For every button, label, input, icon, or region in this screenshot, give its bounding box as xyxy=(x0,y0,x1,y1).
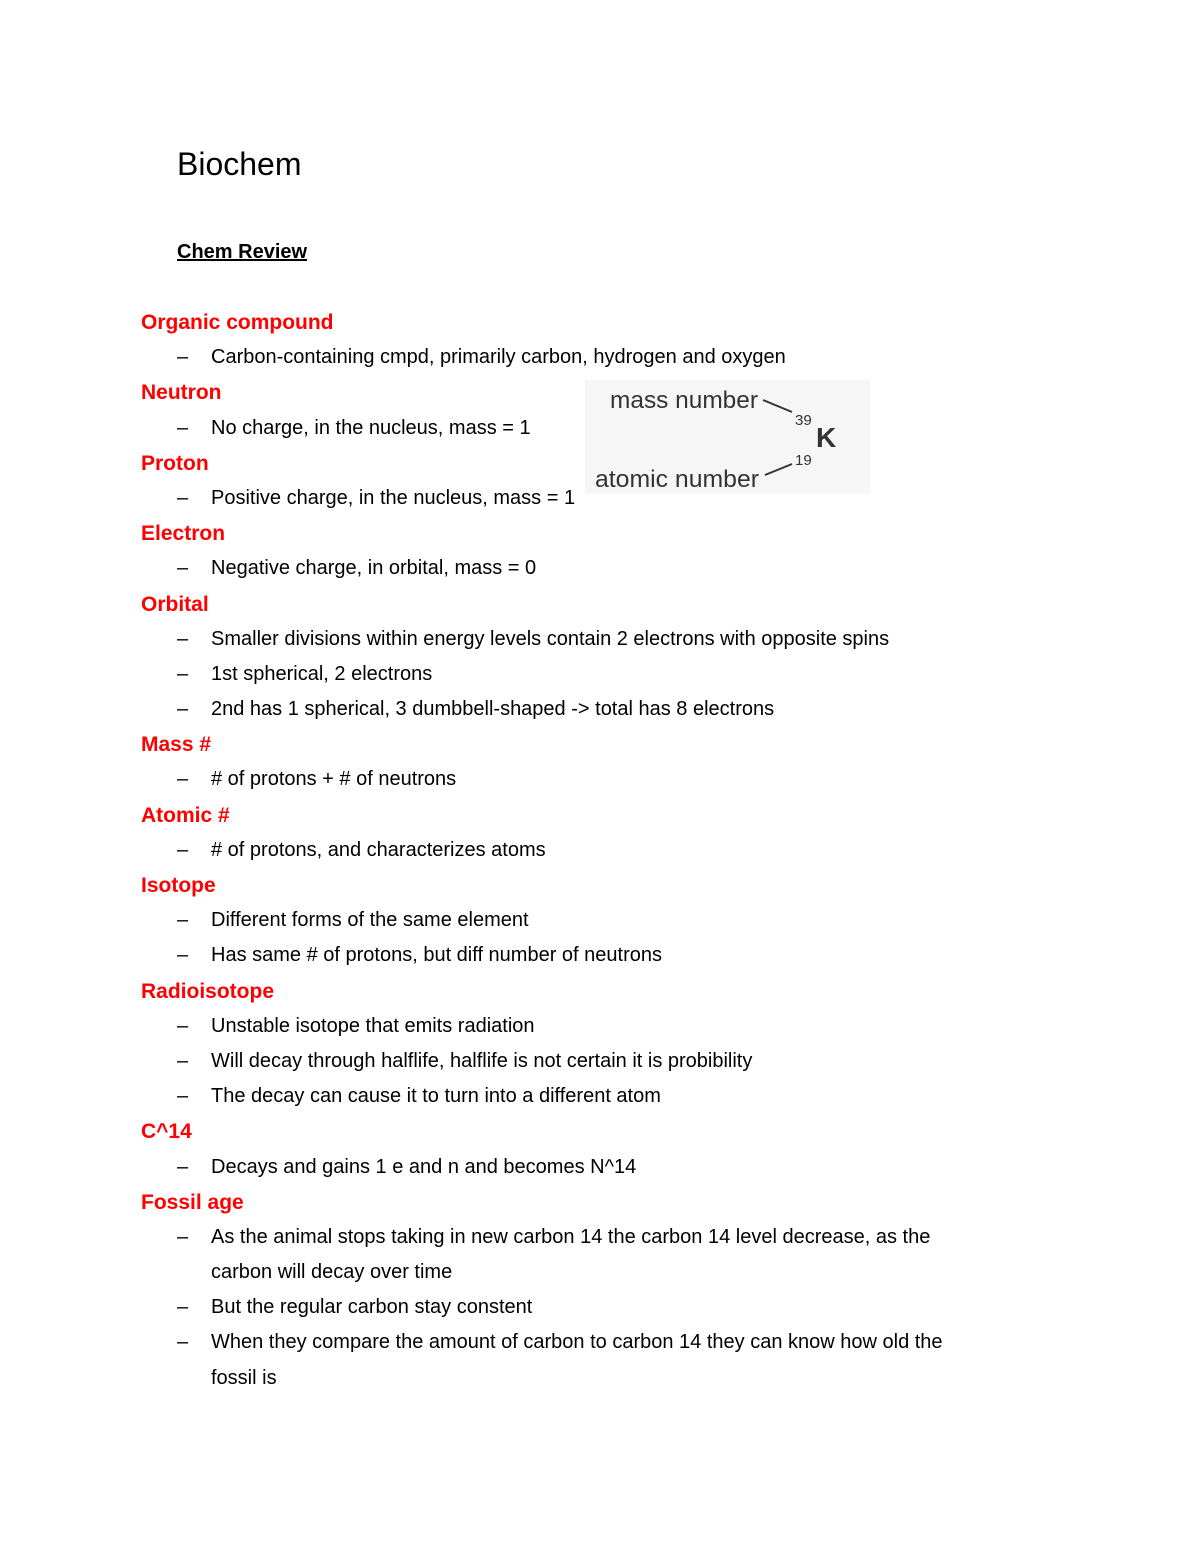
bullet-dash: – xyxy=(177,1296,189,1319)
bullet-dash: – xyxy=(177,416,189,439)
bullet-text: fossil is xyxy=(211,1366,277,1389)
bullet-dash: – xyxy=(177,768,189,791)
bullet-text: No charge, in the nucleus, mass = 1 xyxy=(211,416,531,439)
term-heading: Radioisotope xyxy=(141,979,275,1003)
bullet-item xyxy=(0,622,1200,657)
section-heading: Chem Review xyxy=(177,241,308,263)
bullet-continuation xyxy=(0,1255,1200,1290)
bullet-item xyxy=(0,1079,1200,1114)
bullet-dash: – xyxy=(177,662,189,685)
bullet-item xyxy=(0,657,1200,692)
bullet-text: carbon will decay over time xyxy=(211,1261,453,1284)
bullet-continuation xyxy=(0,1361,1200,1396)
term-heading: Isotope xyxy=(141,874,216,897)
bullet-text: But the regular carbon stay constent xyxy=(211,1296,533,1319)
bullet-text: # of protons + # of neutrons xyxy=(211,768,457,791)
bullet-item xyxy=(0,1325,1200,1360)
bullet-dash: – xyxy=(177,1225,189,1248)
bullet-dash: – xyxy=(177,944,189,967)
bullet-item xyxy=(0,1290,1200,1325)
bullet-dash: – xyxy=(177,627,189,650)
bullet-text: As the animal stops taking in new carbon 14 the carbon 14 level decrease, as the xyxy=(211,1225,931,1248)
bullet-dash: – xyxy=(177,1014,189,1037)
term-heading: Orbital xyxy=(141,592,209,616)
bullet-dash: – xyxy=(177,909,189,932)
bullet-item xyxy=(0,1044,1200,1079)
isotope-notation-figure xyxy=(585,380,870,494)
bullet-dash: – xyxy=(177,1085,189,1108)
bullet-dash: – xyxy=(177,838,189,861)
bullet-text: The decay can cause it to turn into a different atom xyxy=(211,1085,661,1108)
term-heading: Neutron xyxy=(141,381,222,405)
term-heading: Proton xyxy=(141,451,209,475)
mass-number-value: 39 xyxy=(795,412,812,429)
bullet-item xyxy=(0,1150,1200,1185)
bullet-text: 1st spherical, 2 electrons xyxy=(211,662,433,685)
bullet-item xyxy=(0,833,1200,868)
isotope-notation-diagram xyxy=(585,380,870,494)
mass-number-label: mass number xyxy=(610,387,758,414)
bullet-dash: – xyxy=(177,698,189,721)
bullet-item xyxy=(0,1009,1200,1044)
bullet-item xyxy=(0,762,1200,797)
bullet-item xyxy=(0,340,1200,375)
term-heading: Fossil age xyxy=(141,1190,244,1214)
bullet-dash: – xyxy=(177,486,189,509)
bullet-item xyxy=(0,903,1200,938)
bullet-item xyxy=(0,692,1200,727)
term-heading: Electron xyxy=(141,522,226,546)
atomic-number-value: 19 xyxy=(795,452,812,469)
term-heading: Atomic # xyxy=(141,803,230,827)
bullet-text: # of protons, and characterizes atoms xyxy=(211,838,546,861)
term-heading: C^14 xyxy=(141,1120,192,1144)
atomic-number-label: atomic number xyxy=(595,466,760,493)
bullet-text: Has same # of protons, but diff number of neutrons xyxy=(211,944,662,967)
bullet-item xyxy=(0,551,1200,586)
document-title: Biochem xyxy=(177,146,302,182)
bullet-dash: – xyxy=(177,1049,189,1072)
bullet-text: Smaller divisions within energy levels contain 2 electrons with opposite spins xyxy=(211,627,890,650)
bullet-text: When they compare the amount of carbon to carbon 14 they can know how old the xyxy=(211,1331,943,1354)
bullet-text: Negative charge, in orbital, mass = 0 xyxy=(211,557,537,580)
term-heading: Organic compound xyxy=(141,311,334,334)
bullet-text: Will decay through halflife, halflife is not certain it is probibility xyxy=(211,1049,753,1072)
bullet-dash: – xyxy=(177,1331,189,1354)
mass-number-pointer xyxy=(763,400,792,412)
atomic-number-pointer xyxy=(765,464,792,475)
bullet-dash: – xyxy=(177,1155,189,1178)
bullet-text: Different forms of the same element xyxy=(211,909,529,932)
bullet-item xyxy=(0,1220,1200,1255)
bullet-text: Unstable isotope that emits radiation xyxy=(211,1014,535,1037)
bullet-text: Decays and gains 1 e and n and becomes N^14 xyxy=(211,1155,637,1178)
bullet-text: 2nd has 1 spherical, 3 dumbbell-shaped -> total has 8 electrons xyxy=(211,698,775,721)
bullet-item xyxy=(0,938,1200,973)
term-heading: Mass # xyxy=(141,733,212,757)
bullet-dash: – xyxy=(177,346,189,369)
bullet-text: Positive charge, in the nucleus, mass = 1 xyxy=(211,486,576,509)
bullet-text: Carbon-containing cmpd, primarily carbon, hydrogen and oxygen xyxy=(211,346,786,369)
element-symbol: K xyxy=(816,422,837,453)
bullet-dash: – xyxy=(177,557,189,580)
